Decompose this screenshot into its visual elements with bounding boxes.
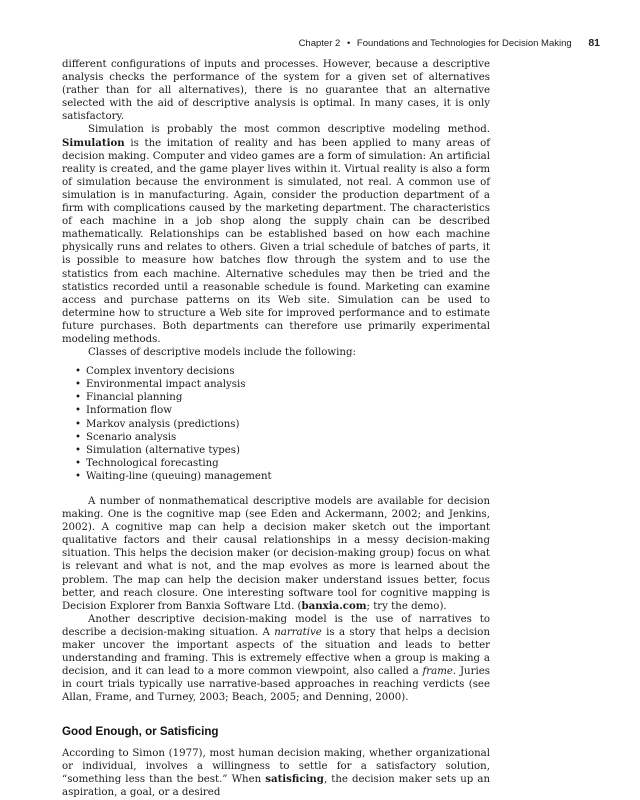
paragraph-cognitive-map: A number of nonmathematical descriptive models are available for decision making. One is the cognitive map (see Eden and Ackermann, 2002; and Jenkins, 2002). A cognitive map can help a decision maker sketch out the important qualitative factors and their causal relationships in a messy decision-making situation. This helps the decision maker (or decision-making group) focus on what is relevant and what is not, and the map evolves as more is learned about the problem. The map can help the decision maker understand issues better, focus better, and reach closure. One interesting software tool for cognitive mapping is Decision Explorer from Banxia Software Ltd. (banxia.com; try the demo). [62,496,490,612]
list-item: • Financial planning [75,391,490,404]
header-separator: • [346,38,351,49]
list-item: • Technological forecasting [75,457,490,470]
list-item: • Scenario analysis [75,431,490,444]
chapter-title: Foundations and Technologies for Decision Making [356,38,572,49]
term-narrative: narrative [274,626,322,638]
list-item: • Information flow [75,404,490,417]
list-item: • Simulation (alternative types) [75,444,490,457]
paragraph-satisficing: According to Simon (1977), most human decision making, whether organizational or individual, involves a willingness to settle for a satisfactory solution, “something less than the best.” When satisficing, the decision maker sets up an aspiration, a goal, or a desired [62,747,491,798]
running-head [62,37,600,49]
paragraph-classes-intro: Classes of descriptive models include the following: [88,347,356,359]
paragraph-simulation: Simulation is probably the most common descriptive modeling method. Simulation is the imitation of reality and has been applied to many areas of decision making. Computer and video games are a form of simulation: An artificial reality is created, and the game player lives within it. Virtual reality is also a form of simulation because the environment is simulated, not real. A common use of simulation is in manufacturing. Again, consider the production department of a firm with complications caused by the marketing department. The characteristics of each machine in a job shop along the supply chain can be described mathematically. Relationships can be established based on how each machine physically runs and relates to others. Given a trial schedule of batches of parts, it is possible to measure how batches flow through the system and to use the statistics from each machine. Alternative schedules may then be tried and the statistics recorded until a reasonable schedule is found. Marketing can examine access and purchase patterns on its Web site. Simulation can be used to determine how to structure a Web site for improved performance and to estimate future purchases. Both departments can therefore use primarily experimental modeling methods. [62,124,490,345]
list-item: • Environmental impact analysis [75,378,490,391]
list-item: • Markov analysis (predictions) [75,418,490,431]
term-frame: frame [422,666,453,678]
page-number: 81 [588,37,600,49]
paragraph-1: different configurations of inputs and processes. However, because a descriptive analysis checks the performance of the system for a given set of alternatives (rather than for all alternatives), there is no guarantee that an alternative selected with the aid of descriptive analysis is optimal. In many cases, it is only satisfactory. [62,59,490,123]
section-heading: Good Enough, or Satisficing [62,724,219,738]
classes-list [62,365,490,483]
list-item: • Waiting-line (queuing) management [75,470,490,483]
banxia-link[interactable]: banxia.com [301,599,367,612]
chapter-label: Chapter 2 [298,38,341,49]
paragraph-narratives: Another descriptive decision-making model is the use of narratives to describe a decision-making situation. A narrative is a story that helps a decision maker uncover the important aspects of the situation and leads to better understanding and framing. This is extremely effective when a group is making a decision, and it can lead to a more common viewpoint, also called a frame. Juries in court trials typically use narrative-based approaches in reaching verdicts (see Allan, Frame, and Turney, 2003; Beach, 2005; and Denning, 2000). [62,613,490,704]
list-item: • Complex inventory decisions [75,365,490,378]
term-simulation: Simulation [62,136,125,149]
term-satisficing: satisficing [265,772,324,785]
body-text [62,58,490,799]
